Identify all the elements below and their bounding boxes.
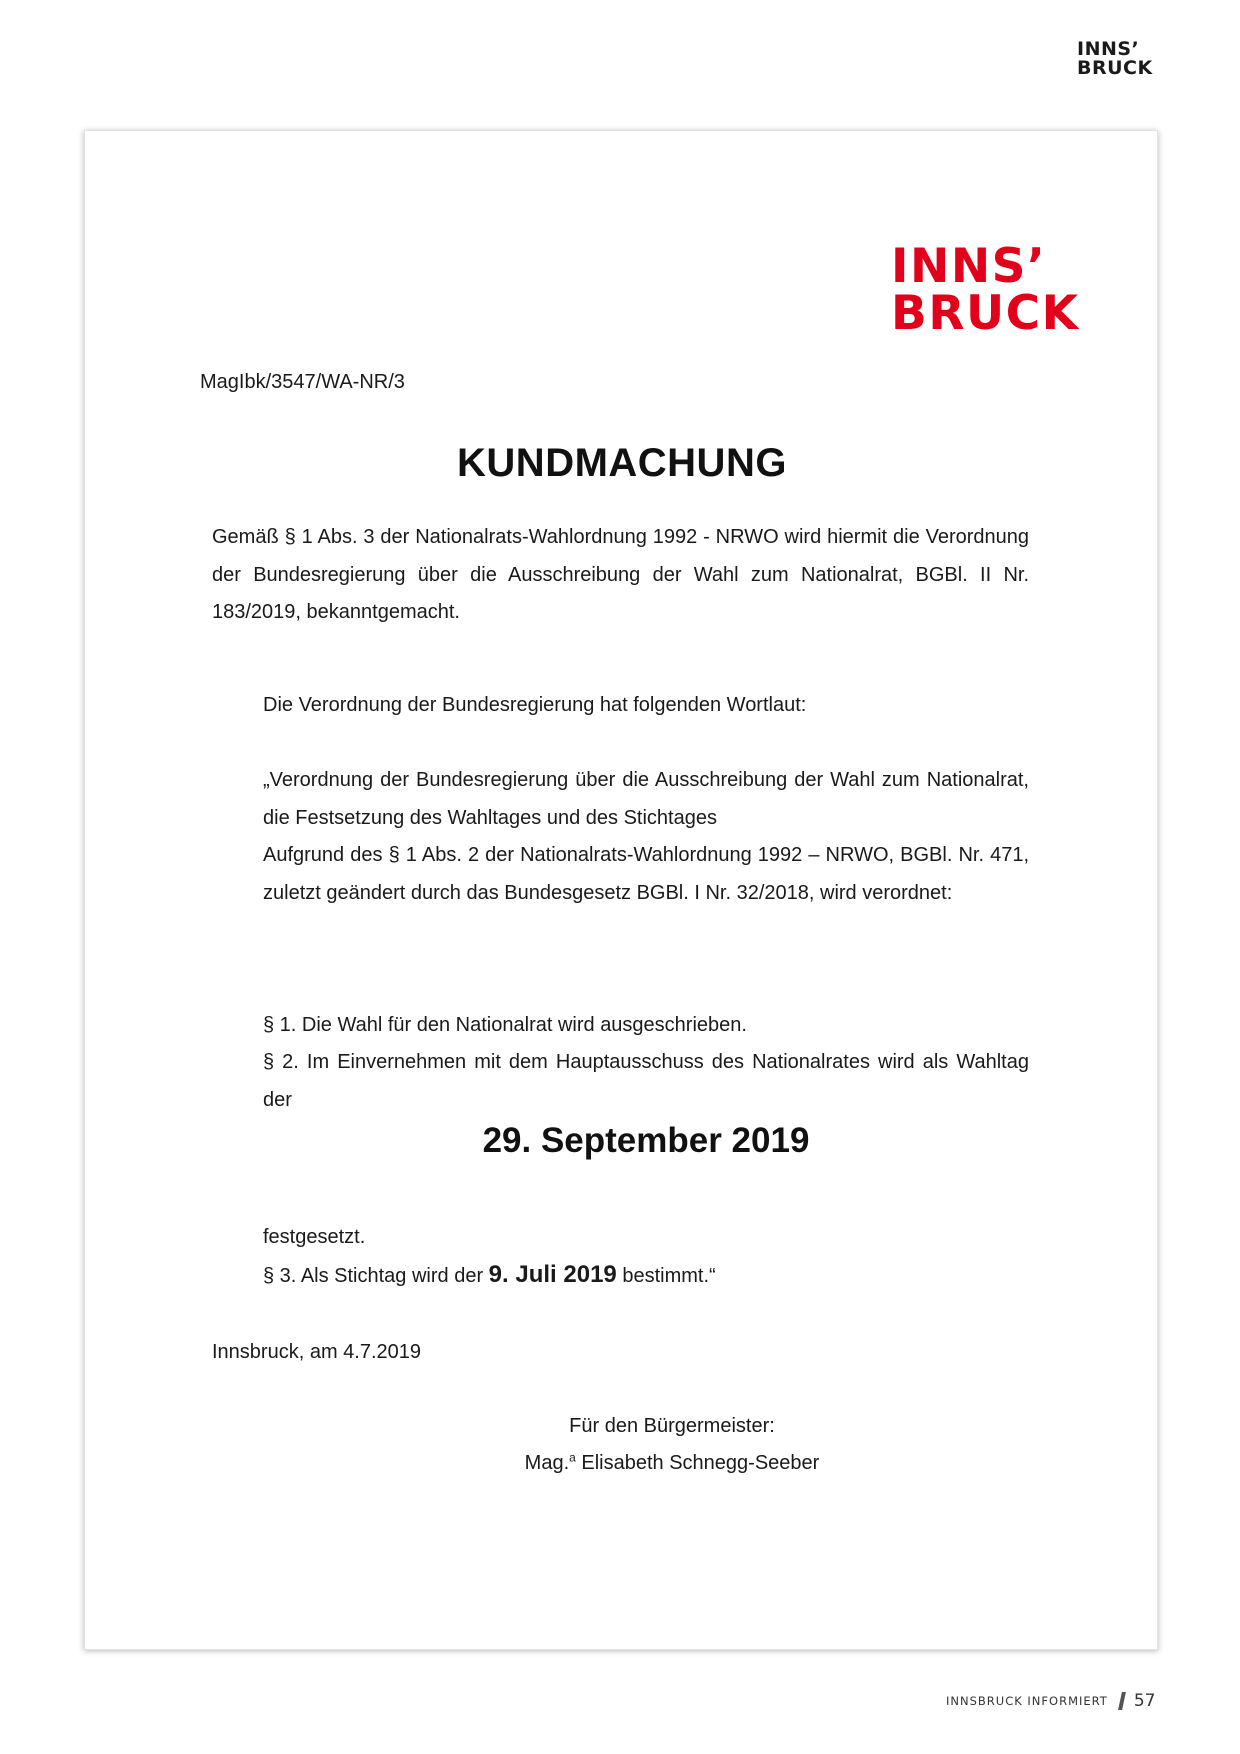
signatory-name: Elisabeth Schnegg-Seeber (575, 1452, 820, 1474)
footer-divider (1118, 1692, 1126, 1710)
document-title: KUNDMACHUNG (457, 441, 787, 485)
corner-logo-line1: INNS’ (1077, 38, 1140, 60)
section-2: § 2. Im Einvernehmen mit dem Hauptausschuss des Nationalrates wird als Wahltag der (263, 1051, 1029, 1111)
place-and-date: Innsbruck, am 4.7.2019 (212, 1341, 422, 1363)
election-date: 29. September 2019 (482, 1121, 810, 1160)
signatory-title-sup: a (569, 1450, 576, 1465)
signature-label: Für den Bürgermeister: (569, 1415, 775, 1437)
page-footer (946, 1690, 1155, 1712)
corner-logo-line2: BRUCK (1077, 57, 1153, 79)
section-1: § 1. Die Wahl für den Nationalrat wird ausgeschrieben. (263, 1014, 747, 1036)
magazine-name: INNSBRUCK INFORMIERT (946, 1694, 1108, 1708)
innsbruck-red-logo (891, 239, 1080, 341)
page-number: 57 (1133, 1691, 1156, 1711)
signatory (135, 1445, 1209, 1483)
intro-paragraph: Gemäß § 1 Abs. 3 der Nationalrats-Wahlordnung 1992 - NRWO wird hiermit die Verordnung der Bundesregierung über die Ausschreibung der Wahl zum Nationalrat, BGBl. II Nr. 183/2019, bekanntgemacht. (212, 526, 1029, 623)
doc-logo-line1: INNS’ (891, 239, 1047, 294)
document-reference: MagIbk/3547/WA-NR/3 (200, 371, 405, 393)
signatory-title: Mag. (524, 1452, 570, 1474)
legal-basis-paragraph: Aufgrund des § 1 Abs. 2 der Nationalrats-Wahlordnung 1992 – NRWO, BGBl. Nr. 471, zuletzt geändert durch das Bundesgesetz BGBl. I Nr. 32/2018, wird verordnet: (263, 844, 1029, 904)
section-3-suffix: bestimmt.“ (616, 1265, 716, 1287)
doc-logo-line2: BRUCK (891, 286, 1080, 341)
cutoff-date: 9. Juli 2019 (488, 1261, 617, 1288)
document-sheet (84, 130, 1158, 1650)
festgesetzt-line: festgesetzt. (263, 1226, 366, 1248)
section-3 (263, 1256, 1029, 1296)
wortlaut-paragraph: Die Verordnung der Bundesregierung hat folgenden Wortlaut: (263, 694, 807, 716)
innsbruck-corner-logo (1077, 40, 1153, 78)
regulation-title-paragraph: „Verordnung der Bundesregierung über die Ausschreibung der Wahl zum Nationalrat, die Festsetzung des Wahltages und des Stichtages (263, 769, 1029, 829)
section-3-prefix: § 3. Als Stichtag wird der (263, 1265, 489, 1287)
